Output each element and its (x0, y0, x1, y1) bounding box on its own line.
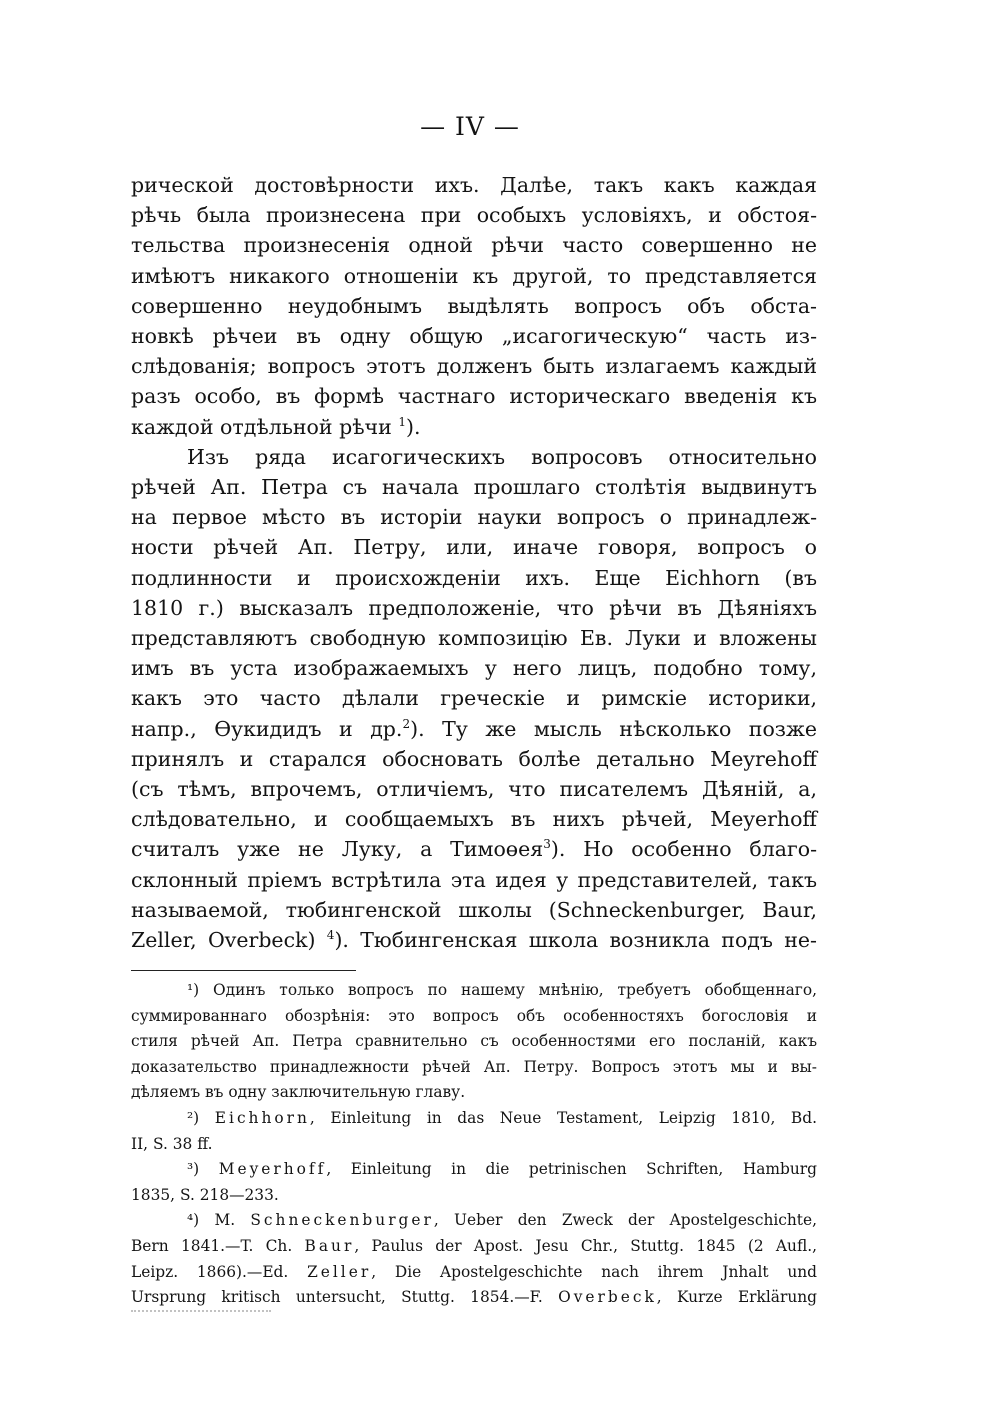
footnote-line: дѣляемъ въ одну заключительную главу. (131, 1083, 466, 1102)
text-line: рѣчей Ап. Петра съ начала прошлаго столѣтія выдвинутъ (131, 475, 817, 500)
footnote-line: стиля рѣчей Ап. Петра сравнительно съ особенностями его посланій, какъ (131, 1032, 817, 1051)
text-line: разъ особо, въ формѣ частнаго историческаго введенія къ (131, 384, 817, 409)
footnote-ref[interactable]: 2 (402, 716, 411, 731)
text-line: новкѣ рѣчеи въ одну общую „исагогическую“ часть из- (131, 324, 817, 349)
author-name: Zeller (307, 1262, 372, 1281)
text-fragment: Bern 1841.—T. Ch. (131, 1236, 305, 1255)
text-line: (съ тѣмъ, впрочемъ, отличіемъ, что писателемъ Дѣяній, а, (131, 777, 817, 802)
footnote-line (131, 1285, 817, 1311)
text-fragment: напр., Өукидидъ и др. (131, 716, 403, 741)
footnotes (131, 978, 817, 1311)
page-number: — IV — (420, 112, 520, 141)
text-line: слѣдованія; вопросъ этотъ долженъ быть излагаемъ каждый (131, 354, 817, 379)
text-line: тельства произнесенія одной рѣчи часто совершенно не (131, 233, 817, 258)
footnote-marker: ²) (187, 1108, 200, 1127)
text-line: рѣчь была произнесена при особыхъ условіяхъ, и обстоя- (131, 203, 817, 228)
text-line: подлинности и происхожденіи ихъ. Еще Eichhorn (въ (131, 565, 817, 590)
footnote-line: доказательство принадлежности рѣчей Ап. Петру. Вопросъ этотъ мы и вы- (131, 1057, 817, 1076)
text-line: какъ это часто дѣлали греческіе и римскіе историки, (131, 686, 817, 711)
text-line: Изъ ряда исагогическихъ вопросовъ относительно (187, 444, 817, 469)
text-line (131, 925, 817, 955)
footnote-line (131, 1106, 817, 1132)
text-fragment: ). (405, 414, 421, 439)
cropped-line-remnant (131, 1310, 271, 1317)
text-line (131, 714, 817, 744)
footnote-line: 1835, S. 218—233. (131, 1185, 279, 1204)
footnote-line (131, 1260, 817, 1286)
text-fragment: , Einleitung in das Neue Testament, Leipzig 1810, Bd. (309, 1108, 817, 1127)
text-line: на первое мѣсто въ исторіи науки вопросъ о принадлеж- (131, 505, 817, 530)
text-line: представляютъ свободную композицію Ев. Луки и вложены (131, 626, 817, 651)
text-fragment: Leipz. 1866).—Ed. (131, 1262, 308, 1281)
main-text (131, 170, 817, 955)
footnote-ref[interactable]: 4 (326, 928, 335, 943)
text-fragment: Zeller, Overbeck) (131, 928, 316, 953)
text-fragment: ). Но особенно благо- (550, 837, 818, 862)
footnote-line (131, 1234, 817, 1260)
footnote-marker: ¹) (187, 981, 200, 999)
text-line: ности рѣчей Ап. Петру, или, иначе говоря, вопросъ о (131, 535, 817, 560)
text-line (131, 834, 817, 864)
text-line: слѣдовательно, и сообщаемыхъ въ нихъ рѣчей, Meyerhoff (131, 807, 817, 832)
author-name: Meyerhoff (218, 1160, 327, 1179)
author-name: Overbeck (558, 1288, 657, 1307)
text-line: имѣютъ никакого отношеніи къ другой, то представляется (131, 263, 817, 288)
footnote-separator (131, 970, 356, 971)
author-name: Baur (304, 1236, 355, 1255)
text-line: рической достовѣрности ихъ. Далѣе, такъ какъ каждая (131, 173, 817, 197)
text-fragment: каждой отдѣльной рѣчи (131, 414, 392, 439)
author-name: Schneckenburger (250, 1211, 434, 1230)
text-fragment: M. (199, 1211, 251, 1230)
footnote-ref[interactable]: 1 (398, 414, 406, 429)
text-line: называемой, тюбингенской школы (Schneckenburger, Baur, (131, 897, 817, 922)
text-fragment: ). Тюбингенская школа возникла подъ не- (334, 928, 817, 953)
footnote-line: II, S. 38 ff. (131, 1134, 213, 1153)
text-line: совершенно неудобнымъ выдѣлять вопросъ объ обста- (131, 293, 817, 318)
text-line (131, 412, 817, 442)
text-fragment: , Ueber den Zweck der Apostelgeschichte, (433, 1211, 817, 1230)
footnote-marker: ³) (187, 1160, 200, 1179)
footnote-line (131, 1208, 817, 1234)
text-fragment: считалъ уже не Луку, а Тимоөея (131, 837, 544, 862)
text-line: 1810 г.) высказалъ предположеніе, что рѣчи въ Дѣяніяхъ (131, 595, 817, 620)
text-fragment: , Paulus der Apost. Jesu Chr., Stuttg. 1845 (2 Aufl., (354, 1236, 817, 1255)
footnote-ref[interactable]: 3 (543, 837, 551, 852)
text-line: склонный пріемъ встрѣтила эта идея у представителей, такъ (131, 867, 817, 892)
footnote-marker: ⁴) (187, 1211, 200, 1230)
text-fragment: , Einleitung in die petrinischen Schriften, Hamburg (326, 1160, 817, 1179)
footnote-line: суммированнаго обозрѣнія: это вопросъ объ особенностяхъ богословія и (131, 1006, 817, 1025)
text-fragment: , Die Apostelgeschichte nach ihrem Jnhalt und (371, 1262, 817, 1281)
text-fragment: , Kurze Erklärung (656, 1288, 817, 1307)
footnote-line (131, 1157, 817, 1183)
text-line: имъ въ уста изображаемыхъ у него лицъ, подобно тому, (131, 656, 817, 681)
text-fragment: ). Ту же мысль нѣсколько позже (410, 716, 817, 741)
footnote-line (131, 978, 817, 1004)
author-name: Eichhorn (214, 1108, 310, 1127)
text-fragment: Ursprung kritisch untersucht, Stuttg. 1854.—F. (131, 1288, 559, 1307)
text-line: принялъ и старался обосновать болѣе детально Meyrehoff (131, 746, 817, 771)
text-fragment: Одинъ только вопросъ по нашему мнѣнію, требуетъ обобщеннаго, (199, 981, 817, 999)
